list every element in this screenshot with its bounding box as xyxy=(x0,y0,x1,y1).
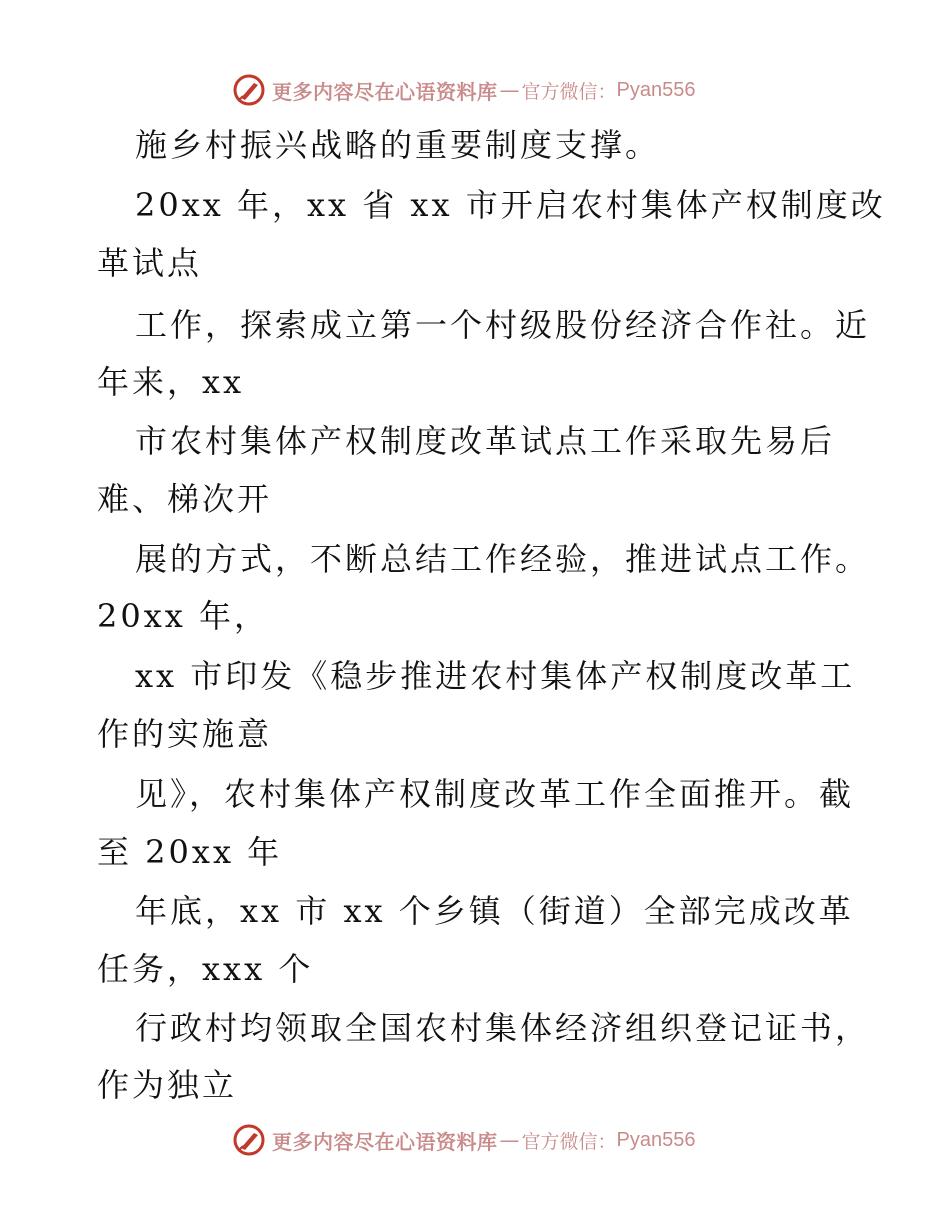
banner-brand: 更多内容尽在心语资料库 xyxy=(272,79,498,104)
text-line: xx 市印发《稳步推进农村集体产权制度改革工 xyxy=(135,657,856,695)
text-line: 市农村集体产权制度改革试点工作采取先易后 xyxy=(135,422,836,460)
text-line: 展的方式，不断总结工作经验，推进试点工作。 xyxy=(135,540,871,578)
banner-dash: — xyxy=(499,1128,520,1152)
banner-contact-label: 官方微信： xyxy=(521,80,617,103)
text-line: 工作，探索成立第一个村级股份经济合作社。近 xyxy=(135,306,871,344)
text-line: 至 20xx 年 xyxy=(97,833,283,871)
banner-dash: — xyxy=(499,78,520,102)
text-line: 20xx 年， xyxy=(97,597,269,635)
text-line: 20xx 年，xx 省 xx 市开启农村集体产权制度改 xyxy=(135,186,886,224)
footer-banner xyxy=(232,1120,695,1160)
text-line: 任务，xxx 个 xyxy=(97,950,314,988)
banner-brand: 更多内容尽在心语资料库 xyxy=(272,1129,498,1154)
text-line: 年来，xx xyxy=(97,363,245,401)
quill-logo-icon xyxy=(232,1123,266,1157)
header-banner xyxy=(232,70,695,110)
text-line: 作为独立 xyxy=(97,1066,238,1104)
banner-handle: Pyan556 xyxy=(616,78,696,101)
text-line: 见》，农村集体产权制度改革工作全面推开。截 xyxy=(135,775,855,813)
text-line: 施乡村振兴战略的重要制度支撑。 xyxy=(135,126,661,164)
text-line: 革试点 xyxy=(97,244,203,282)
banner-contact-label: 官方微信： xyxy=(521,1130,617,1153)
text-line: 年底，xx 市 xx 个乡镇（街道）全部完成改革 xyxy=(135,892,854,930)
text-line: 行政村均领取全国农村集体经济组织登记证书， xyxy=(135,1009,871,1047)
quill-logo-icon xyxy=(232,73,266,107)
banner-handle: Pyan556 xyxy=(616,1128,696,1151)
text-line: 难、梯次开 xyxy=(97,480,273,518)
text-line: 作的实施意 xyxy=(97,715,273,753)
